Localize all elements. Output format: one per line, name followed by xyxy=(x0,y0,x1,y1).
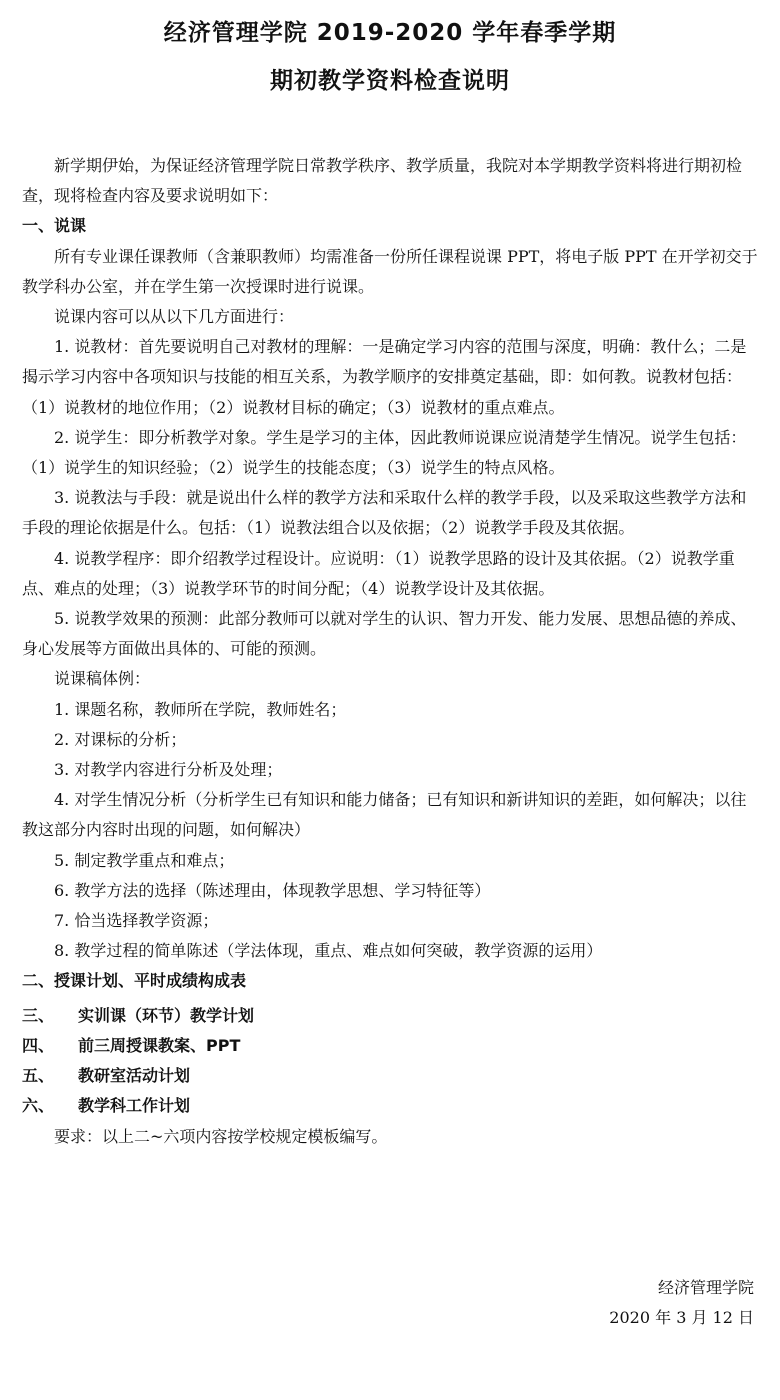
section5-number: 五、 xyxy=(22,1066,55,1086)
section5-title: 教研室活动计划 xyxy=(78,1066,191,1086)
section3-heading xyxy=(22,1001,760,1031)
signature-block xyxy=(609,1273,754,1333)
section3-number: 三、 xyxy=(22,1005,55,1025)
format-item-2: 2. 对课标的分析； xyxy=(54,729,187,749)
section5-heading xyxy=(22,1061,760,1091)
section6-heading xyxy=(22,1091,760,1121)
signature-date: 2020 年 3 月 12 日 xyxy=(609,1308,754,1327)
content-item-2: 2. 说学生：即分析教学对象。学生是学习的主体，因此教师说课应说清楚学生情况。说学生包括：（1）说学生的知识经验；（2）说学生的技能态度；（3）说学生的特点风格。 xyxy=(22,427,747,478)
signature-org: 经济管理学院 xyxy=(657,1278,754,1297)
section1-heading: 一、说课 xyxy=(22,216,87,236)
format-item-3: 3. 对教学内容进行分析及处理； xyxy=(54,760,283,780)
section6-title: 教学科工作计划 xyxy=(78,1096,191,1116)
content-intro: 说课内容可以从以下几方面进行： xyxy=(54,307,295,327)
intro-paragraph: 新学期伊始，为保证经济管理学院日常教学秩序、教学质量，我院对本学期教学资料将进行期初检查，现将检查内容及要求说明如下： xyxy=(22,156,743,206)
section3-title: 实训课（环节）教学计划 xyxy=(78,1005,255,1025)
section4-heading xyxy=(22,1031,760,1061)
section1-paragraph: 所有专业课任课教师（含兼职教师）均需准备一份所任课程说课 PPT，将电子版 PPT 在开学初交于教学科办公室，并在学生第一次授课时进行说课。 xyxy=(22,246,758,296)
content-item-1: 1. 说教材：首先要说明自己对教材的理解：一是确定学习内容的范围与深度，明确：教什么；二是揭示学习内容中各项知识与技能的相互关系，为教学顺序的安排奠定基础，即：如何教。说教材包括：（1）说教材的地位作用；（2）说教材目标的确定；（3）说教材的重点难点。 xyxy=(22,337,747,417)
format-item-4: 4. 对学生情况分析（分析学生已有知识和能力储备；已有知识和新讲知识的差距，如何解决；以往教这部分内容时出现的问题，如何解决） xyxy=(22,790,747,840)
format-item-1: 1. 课题名称，教师所在学院，教师姓名； xyxy=(54,699,347,719)
section4-title: 前三周授课教案、PPT xyxy=(78,1035,241,1055)
section6-number: 六、 xyxy=(22,1096,55,1116)
format-item-7: 7. 恰当选择教学资源； xyxy=(54,911,219,931)
content-item-4: 4. 说教学程序：即介绍教学过程设计。应说明：（1）说教学思路的设计及其依据。（2）说教学重点、难点的处理；（3）说教学环节的时间分配；（4）说教学设计及其依据。 xyxy=(22,548,735,598)
format-item-8: 8. 教学过程的简单陈述（学法体现，重点、难点如何突破，教学资源的运用） xyxy=(54,941,603,961)
requirement-note: 要求：以上二~六项内容按学校规定模板编写。 xyxy=(54,1126,388,1146)
content-item-3: 3. 说教法与手段：就是说出什么样的教学方法和采取什么样的教学手段，以及采取这些教学方法和手段的理论依据是什么。包括：（1）说教法组合以及依据；（2）说教学手段及其依据。 xyxy=(22,488,747,538)
section2-heading: 二、授课计划、平时成绩构成表 xyxy=(22,971,247,991)
format-item-6: 6. 教学方法的选择（陈述理由，体现教学思想、学习特征等） xyxy=(54,880,491,900)
document-title-line2: 期初教学资料检查说明 xyxy=(270,68,510,94)
format-item-5: 5. 制定教学重点和难点； xyxy=(54,850,235,870)
section4-number: 四、 xyxy=(22,1035,55,1055)
content-item-5: 5. 说教学效果的预测：此部分教师可以就对学生的认识、智力开发、能力发展、思想品德的养成、身心发展等方面做出具体的、可能的预测。 xyxy=(22,609,747,659)
format-title: 说课稿体例： xyxy=(54,669,151,689)
document-body xyxy=(22,151,760,1152)
document-title-line1: 经济管理学院 2019-2020 学年春季学期 xyxy=(163,20,617,46)
